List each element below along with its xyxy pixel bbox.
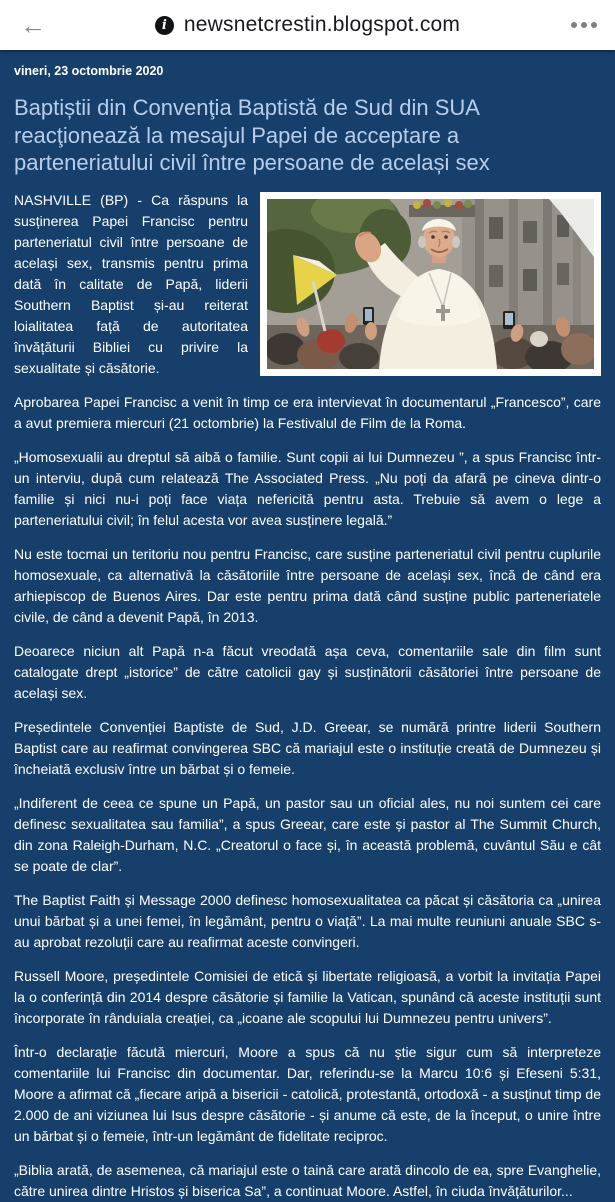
- url-text[interactable]: newsnetcrestin.blogspot.com: [183, 13, 461, 36]
- pope-francis-photo: [260, 192, 601, 376]
- paragraph-1: NASHVILLE (BP) - Ca răspuns la susținerea Papei Francisc pentru parteneriatul civil între persoane de același sex, transmis pentru prima dată în calitate de Papă, liderii Southern Baptist și-au reiterat loialitatea față de autoritatea învățăturii Bibliei cu privire la sexualitate și căsătorie.: [14, 191, 248, 376]
- overflow-menu-icon[interactable]: [571, 18, 597, 32]
- paragraph-7: „Indiferent de ceea ce spune un Papă, un pastor sau un oficial ales, nu noi suntem cei care definesc sexualitatea sau familia”, a spus Greear, care este și pastor al The Summit Church, din zona Raleigh-Durham, N.C. „Creatorul o face și, în această problemă, cuvântul Său e cât se poate de clar”.: [14, 794, 601, 874]
- paragraph-4: Nu este tocmai un teritoriu nou pentru Francisc, care susține parteneriatul civil pentru cuplurile homosexuale, ca alternativă la căsătoriile între persoane de același sex, încă de când era arhiepiscop de Buenos Aires. Dar este pentru prima dată când susține public parteneriatele civile, de când a devenit Papă, în 2013.: [14, 545, 601, 625]
- paragraph-8: The Baptist Faith și Message 2000 definesc homosexualitatea ca păcat și căsătoria ca „unirea unui bărbat și a unei femei, în legământ, pentru o viață”. La mai multe reuniuni anuale SBC s-au aprobat rezoluții care au reafirmat aceste convingeri.: [14, 891, 601, 950]
- blog-page: [0, 50, 615, 1202]
- paragraph-11: „Biblia arată, de asemenea, că mariajul este o taină care arată dincolo de ea, spre Evanghelie, către unirea dintre Hristos și biserica Sa”, a continuat Moore. Astfel, în ciuda învățăturilor...: [14, 1161, 601, 1199]
- browser-bar: [0, 0, 615, 50]
- paragraph-10: Într-o declarație făcută miercuri, Moore a spus că nu știe sigur cum să interpreteze comentariile lui Francisc din documentar. Dar, referindu-se la Marcu 10:6 și Efeseni 5:31, Moore a afirmat că „fiecare aripă a bisericii - catolică, protestantă, ortodoxă - a susținut timp de 2.000 de ani viziunea lui Isus despre căsătorie - și anume că este, de la început, o unire între un bărbat și o femeie, într-un legământ de fidelitate reciproc.: [14, 1043, 601, 1144]
- address-bar[interactable]: [0, 0, 615, 50]
- paragraph-9: Russell Moore, președintele Comisiei de etică și libertate religioasă, a vorbit la invitația Papei la o conferință din 2014 despre căsătorie și familie la Vatican, spunând că aceste instituții sunt încorporate în rânduiala creației, ca „icoane ale scopului lui Dumnezeu pentru univers”.: [14, 967, 601, 1026]
- page-info-icon[interactable]: i: [155, 16, 174, 35]
- back-button[interactable]: ←: [20, 10, 46, 40]
- paragraph-6: Președintele Convenției Baptiste de Sud, J.D. Greear, se numără printre liderii Southern Baptist care au reafirmat convingerea SBC că mariajul este o instituție creată de Dumnezeu și încheiată exclusiv între un bărbat și o femeie.: [14, 718, 601, 777]
- pope-francis-illustration: [267, 199, 594, 369]
- post-date: vineri, 23 octombrie 2020: [14, 64, 164, 78]
- post-title[interactable]: Baptiștii din Convenţia Baptistă de Sud din SUA reacţionează la mesajul Papei de acceptare a parteneriatului civil între persoane de același sex: [14, 95, 490, 175]
- paragraph-2: Aprobarea Papei Francisc a venit în timp ce era intervievat în documentarul „Francesco”, care a avut premiera miercuri (21 octombrie) la Festivalul de Film de la Roma.: [14, 393, 601, 431]
- paragraph-5: Deoarece niciun alt Papă n-a făcut vreodată așa ceva, comentariile sale din film sunt catalogate drept „istorice” de către catolicii gay și susținătorii căsătoriei între persoane de același sex.: [14, 642, 601, 701]
- post-body: [14, 190, 601, 1202]
- paragraph-3: „Homosexualii au dreptul să aibă o familie. Sunt copii ai lui Dumnezeu ”, a spus Francisc într-un interviu, după cum relatează The Associated Press. „Nu poți da afară pe cineva dintr-o familie și nici nu-i poți face viața nefericită pentru asta. Trebuie să avem o lege a parteneriatului civil; în felul acesta vor avea susținere legală.”: [14, 448, 601, 528]
